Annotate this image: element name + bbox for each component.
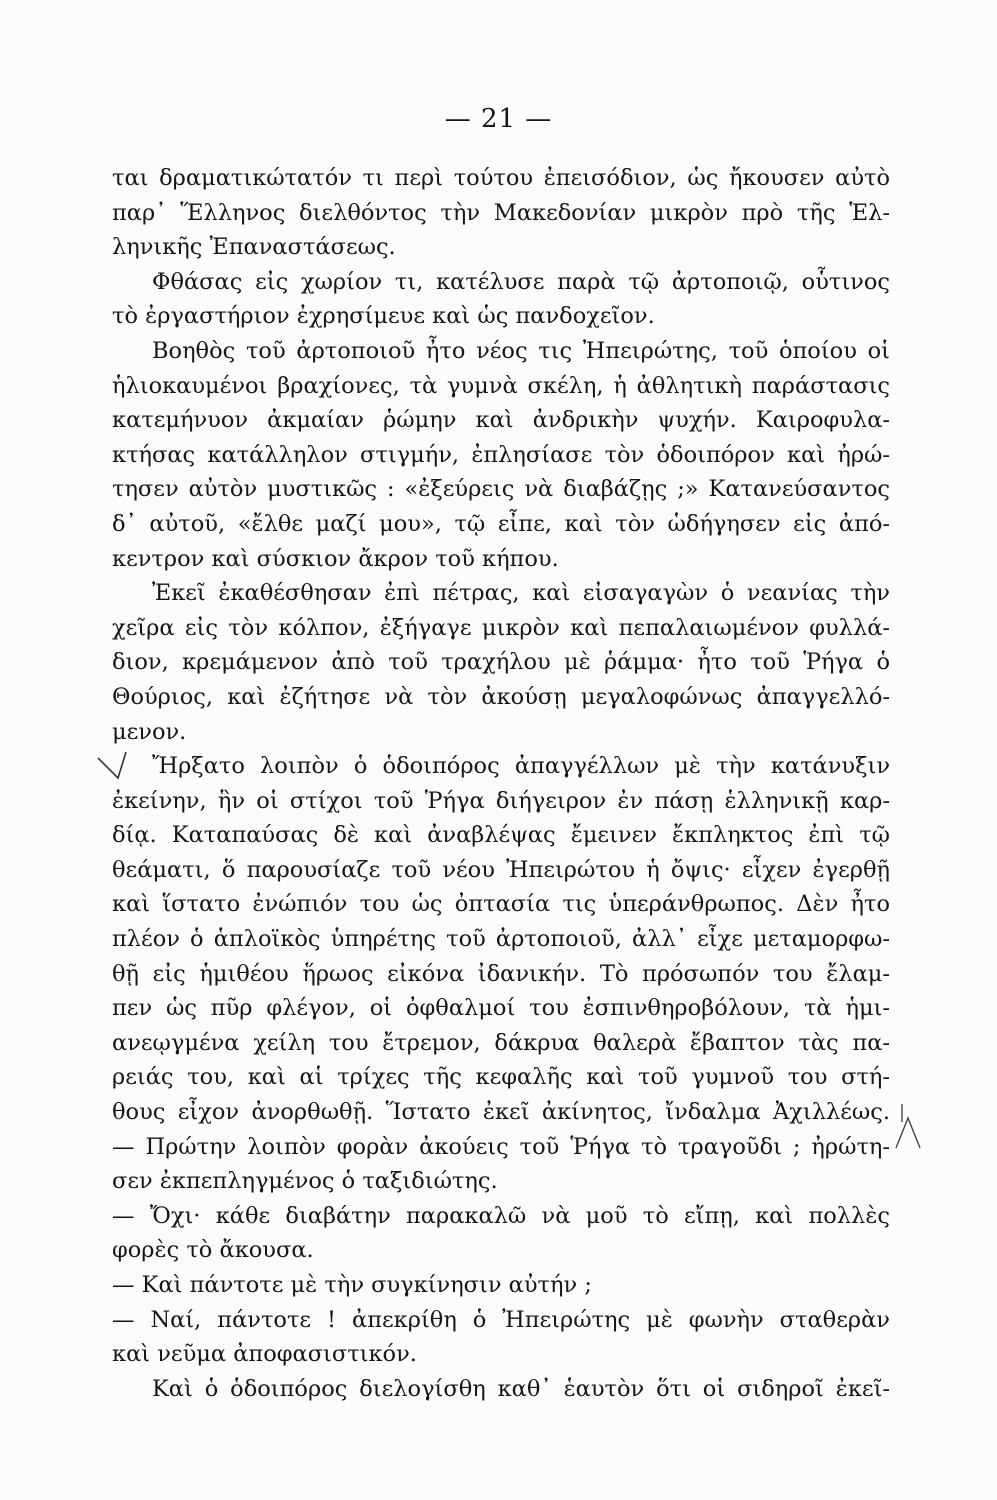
- text-line: Βοηθὸς τοῦ ἀρτοποιοῦ ἦτο νέος τις Ἠπειρώτης, τοῦ ὁποίου οἱ: [152, 337, 890, 364]
- text-line: — Πρώτην λοιπὸν φορὰν ἀκούεις τοῦ Ῥήγα τὸ τραγοῦδι ; ἠρώτη-: [112, 1133, 890, 1160]
- text-line: φορὲς τὸ ἄκουσα.: [112, 1237, 314, 1264]
- text-line: δ᾽ αὐτοῦ, «ἔλθε μαζί μου», τῷ εἶπε, καὶ τὸν ὡδήγησεν εἰς ἀπό-: [112, 510, 890, 537]
- text-line: κεντρον καὶ σύσκιον ἄκρον τοῦ κήπου.: [112, 545, 559, 572]
- text-line: ἐκείνην, ἣν οἱ στίχοι τοῦ Ῥήγα διήγειρον ἐν πάσῃ ἑλληνικῇ καρ-: [112, 787, 890, 814]
- text-line: χεῖρα εἰς τὸν κόλπον, ἐξήγαγε μικρὸν καὶ πεπαλαιωμένον φυλλά-: [112, 614, 890, 641]
- text-line: θεάματι, ὅ παρουσίαζε τοῦ νέου Ἠπειρώτου ἡ ὄψις· εἶχεν ἐγερθῇ: [112, 856, 890, 883]
- page-number: — 21 —: [444, 104, 553, 134]
- margin-check-mark: [96, 748, 140, 788]
- text-line: παρ᾽ Ἕλληνος διελθόντος τὴν Μακεδονίαν μικρὸν πρὸ τῆς Ἑλ-: [112, 199, 890, 226]
- text-line: τησεν αὐτὸν μυστικῶς : «ἐξεύρεις νὰ διαβάζῃς ;» Κατανεύσαντος: [112, 476, 890, 503]
- text-line: — Καὶ πάντοτε μὲ τὴν συγκίνησιν αὐτήν ;: [112, 1272, 592, 1298]
- text-line: ρειάς του, καὶ αἱ τρίχες τῆς κεφαλῆς καὶ τοῦ γυμνοῦ του στή-: [112, 1064, 890, 1091]
- text-line: Ἐκεῖ ἐκαθέσθησαν ἐπὶ πέτρας, καὶ εἰσαγαγὼν ὁ νεανίας τὴν: [152, 580, 890, 607]
- text-line: μενον.: [112, 718, 187, 745]
- text-line: ται δραματικώτατόν τι περὶ τούτου ἐπεισόδιον, ὡς ἤκουσεν αὐτὸ: [112, 165, 890, 191]
- text-line: Θούριος, καὶ ἐζήτησε νὰ τὸν ἀκούσῃ μεγαλοφώνως ἀπαγγελλό-: [112, 683, 890, 710]
- text-line: Καὶ ὁ ὁδοιπόρος διελογίσθη καθ᾽ ἑαυτὸν ὅτι οἱ σιδηροῖ ἐκεῖ-: [152, 1375, 890, 1402]
- text-line: θους εἶχον ἀνορθωθῇ. Ἵστατο ἐκεῖ ἀκίνητος, ἴνδαλμα Ἀχιλλέως.: [112, 1099, 890, 1126]
- text-line: τὸ ἐργαστήριον ἐχρησίμευε καὶ ὡς πανδοχεῖον.: [112, 303, 655, 330]
- text-line: πεν ὡς πῦρ φλέγον, οἱ ὀφθαλμοί του ἐσπινθηροβόλουν, τὰ ἡμι-: [112, 995, 890, 1022]
- text-line: καὶ νεῦμα ἀποφασιστικόν.: [112, 1341, 417, 1368]
- text-line: — Ὄχι· κάθε διαβάτην παρακαλῶ νὰ μοῦ τὸ εἴπῃ, καὶ πολλὲς: [112, 1202, 890, 1229]
- text-line: κτήσας κατάλληλον στιγμήν, ἐπλησίασε τὸν ὁδοιπόρον καὶ ἠρώ-: [112, 441, 890, 468]
- text-line: Ἤρξατο λοιπὸν ὁ ὁδοιπόρος ἀπαγγέλλων μὲ τὴν κατάνυξιν: [152, 753, 890, 780]
- text-line: θῇ εἰς ἡμιθέου ἥρωος εἰκόνα ἰδανικήν. Τὸ πρόσωπόν του ἔλαμ-: [112, 960, 890, 987]
- text-line: Φθάσας εἰς χωρίον τι, κατέλυσε παρὰ τῷ ἀρτοποιῷ, οὗτινος: [152, 268, 890, 295]
- text-line: καὶ ἵστατο ἐνώπιόν του ὡς ὀπτασία τις ὑπεράνθρωπος. Δὲν ἦτο: [112, 891, 890, 918]
- text-line: πλέον ὁ ἁπλοϊκὸς ὑπηρέτης τοῦ ἀρτοποιοῦ, ἀλλ᾽ εἶχε μεταμορφω-: [112, 926, 890, 953]
- text-line: κατεμήνυον ἀκμαίαν ῥώμην καὶ ἀνδρικὴν ψυχήν. Καιροφυλα-: [112, 407, 890, 434]
- text-line: ανεῳγμένα χείλη του ἔτρεμον, δάκρυα θαλερὰ ἔβαπτον τὰς πα-: [112, 1029, 890, 1056]
- text-line: ληνικῆς Ἐπαναστάσεως.: [112, 234, 396, 261]
- text-line: σεν ἐκπεπληγμένος ὁ ταξιδιώτης.: [112, 1168, 498, 1195]
- text-line: — Ναί, πάντοτε ! ἀπεκρίθη ὁ Ἠπειρώτης μὲ φωνὴν σταθερὰν: [112, 1306, 890, 1333]
- text-line: ἡλιοκαυμένοι βραχίονες, τὰ γυμνὰ σκέλη, ἡ ἀθλητικὴ παράστασις: [112, 372, 890, 399]
- text-line: διον, κρεμάμενον ἀπὸ τοῦ τραχήλου μὲ ῥάμμα· ἦτο τοῦ Ῥήγα ὁ: [112, 649, 890, 676]
- text-line: δίᾳ. Καταπαύσας δὲ καὶ ἀναβλέψας ἔμεινεν ἔκπληκτος ἐπὶ τῷ: [112, 822, 890, 849]
- body-text: [112, 161, 890, 1406]
- margin-lambda-mark: [894, 1102, 928, 1152]
